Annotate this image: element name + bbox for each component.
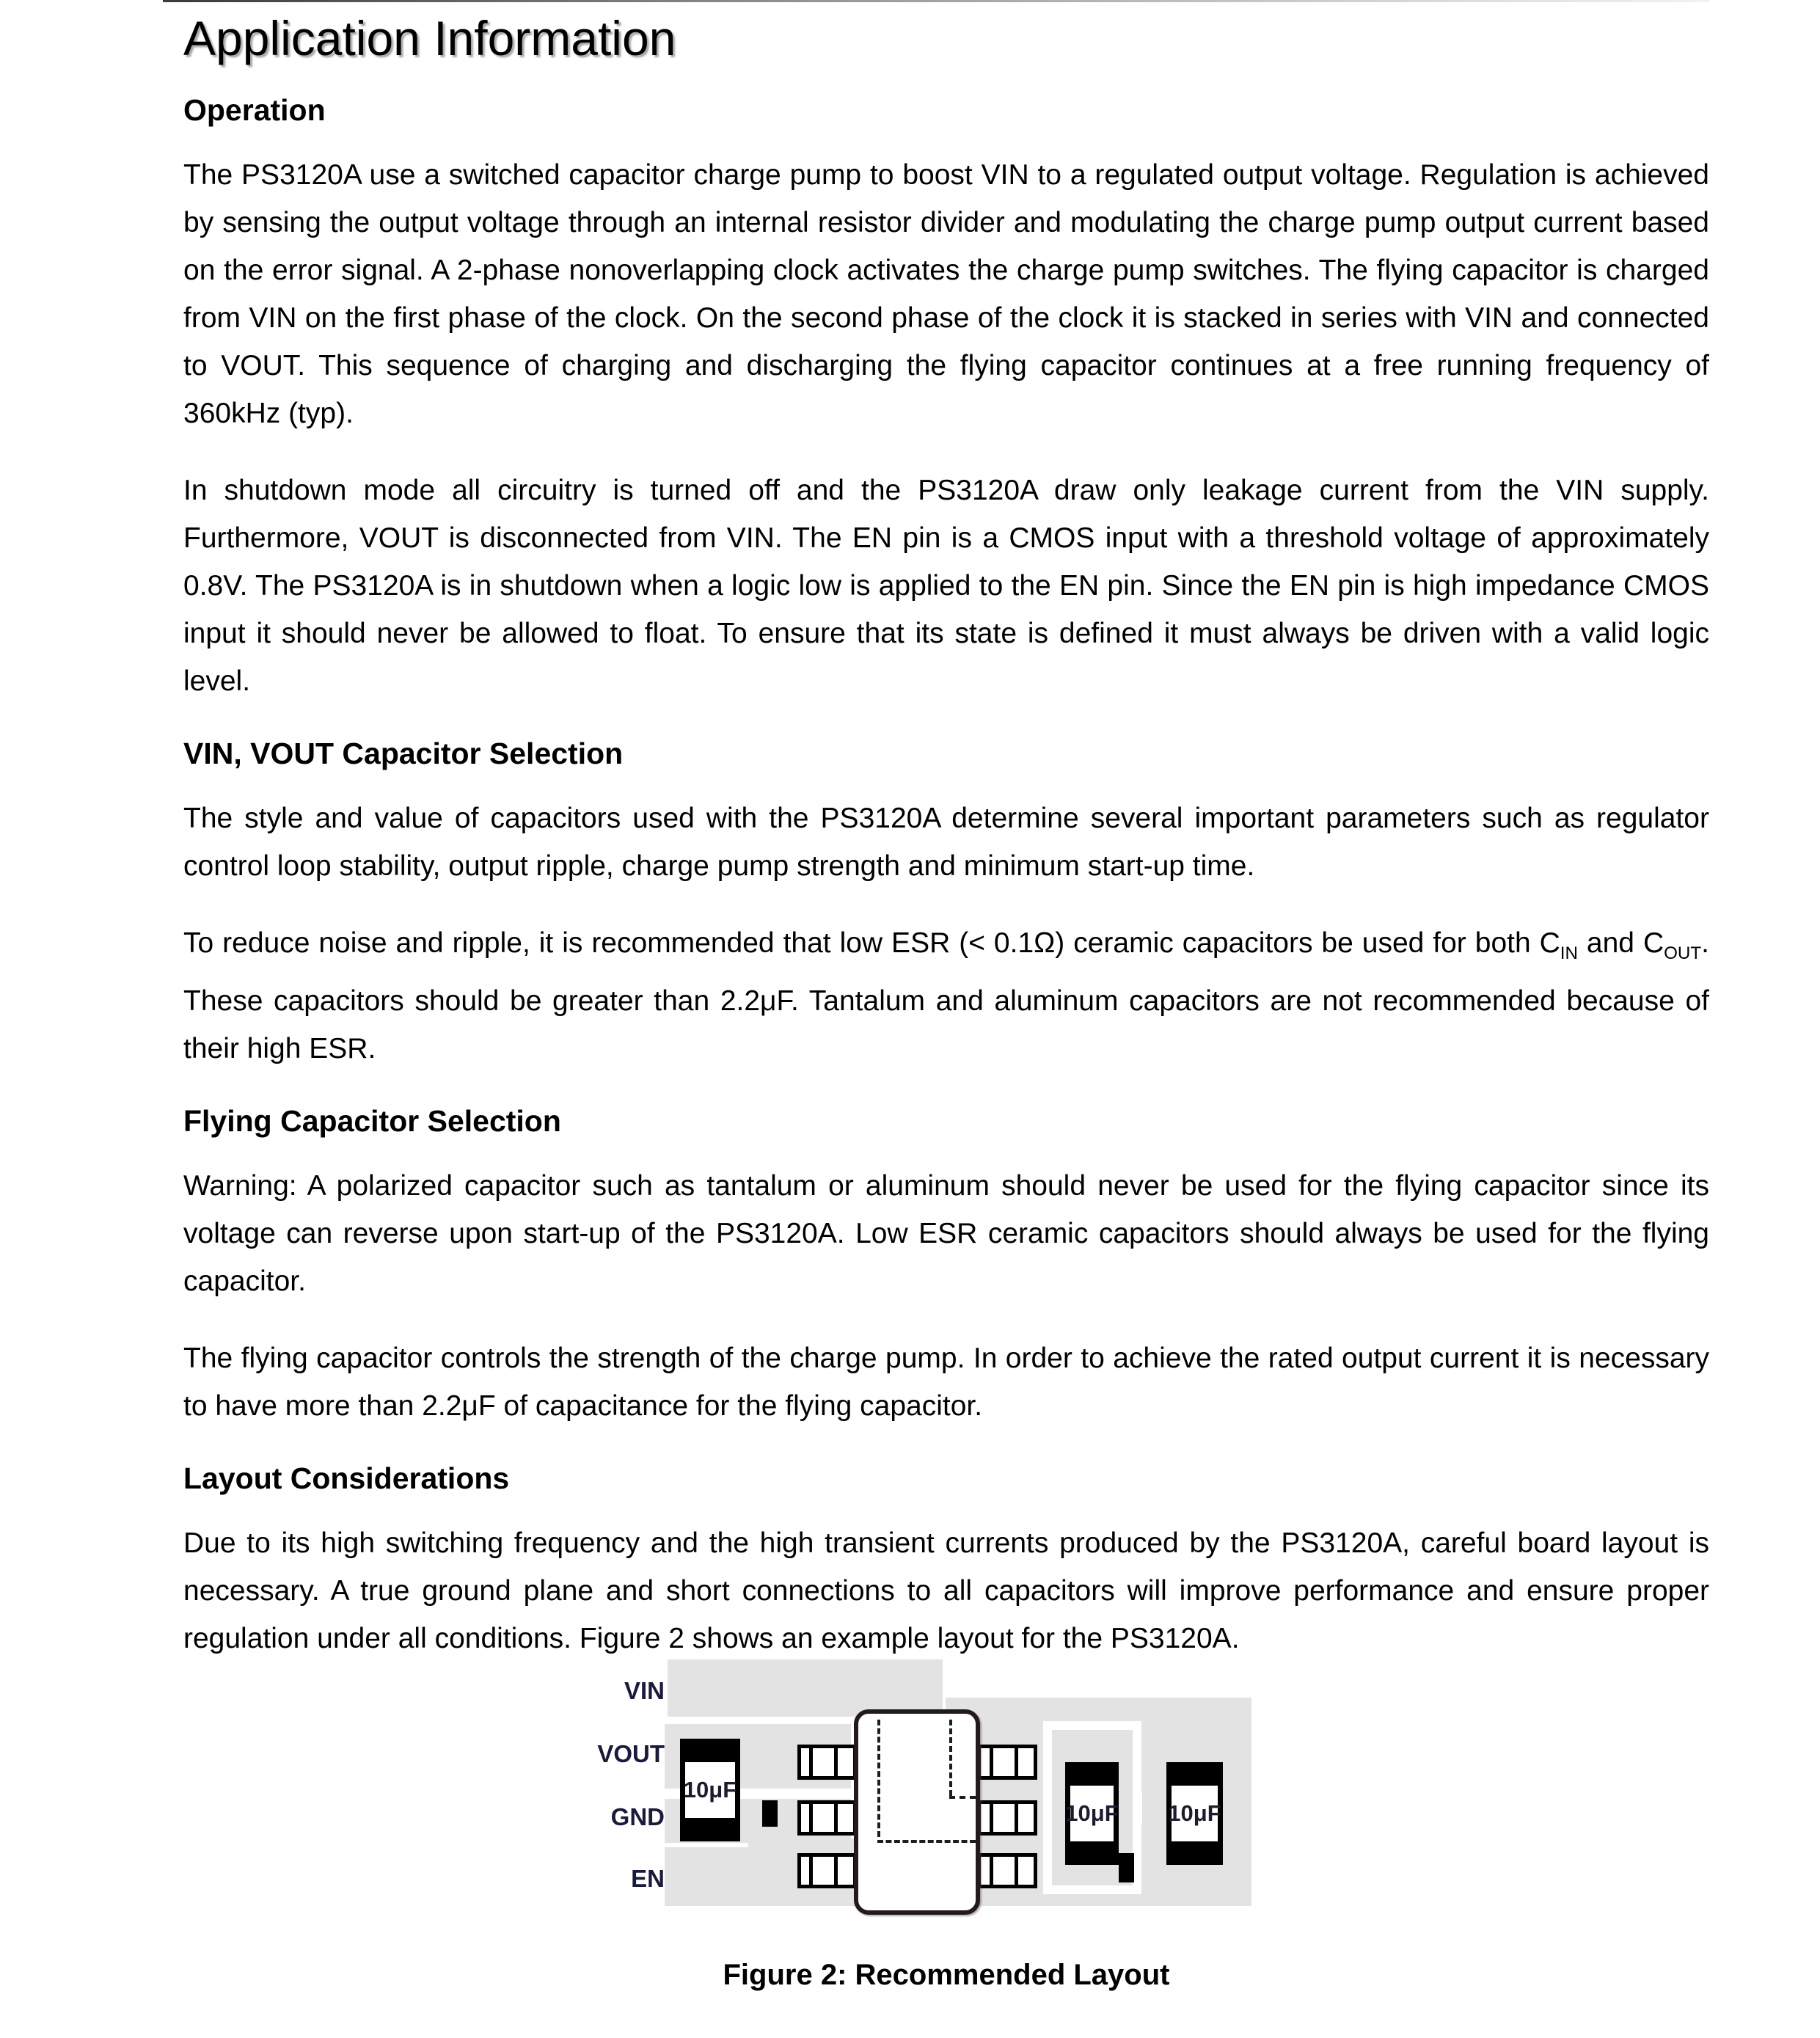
pin-label-vout: VOUT <box>597 1739 665 1767</box>
section-heading-flying-capacitor-selection: Flying Capacitor Selection <box>183 1103 561 1138</box>
capacitor-c1 <box>680 1739 740 1841</box>
paragraph: Warning: A polarized capacitor such as tantalum or aluminum should never be used for the flying capacitor since its voltage can reverse upon start-up of the PS3120A. Low ESR ceramic capacitors should always be used for the flying capacitor. <box>183 1169 1709 1297</box>
pin-pad-right-3 <box>977 1853 1037 1888</box>
copper-pour-vin <box>668 1659 943 1717</box>
capacitor-label: 10μF <box>1168 1800 1221 1826</box>
paragraph: The style and value of capacitors used with the PS3120A determine several important parameters such as regulator control loop stability, output ripple, charge pump strength and minimum start-up time. <box>183 803 1709 882</box>
section-heading-layout-considerations: Layout Considerations <box>183 1461 510 1495</box>
via-left <box>762 1800 778 1827</box>
capacitor-label: 10μF <box>1065 1800 1119 1826</box>
pin-pad-left-2 <box>797 1800 857 1836</box>
pin-pad-right-1 <box>977 1745 1037 1780</box>
capacitor-c3 <box>1166 1762 1223 1865</box>
figure-recommended-layout <box>558 1654 1254 1947</box>
paragraph: The PS3120A use a switched capacitor charge pump to boost VIN to a regulated output voltage. Regulation is achieved by sensing the output voltage through an internal resistor divider and modulating the charge pump output current based on the error signal. A 2-phase nonoverlapping clock activates the charge pump switches. The flying capacitor is charged from VIN on the first phase of the clock. On the second phase of the clock it is stacked in series with VIN and connected to VOUT. This sequence of charging and discharging the flying capacitor continues at a free running frequency of 360kHz (typ). <box>183 159 1709 429</box>
ic-die-outline-left <box>877 1720 880 1837</box>
figure-caption: Figure 2: Recommended Layout <box>723 1958 1170 1991</box>
capacitor-label: 10μF <box>683 1776 737 1803</box>
section-heading-operation: Operation <box>183 93 326 127</box>
ic-die-outline-step <box>949 1796 976 1799</box>
ic-package <box>854 1709 980 1915</box>
pin-pad-left-1 <box>797 1745 857 1780</box>
ic-die-outline-bottom <box>877 1840 976 1843</box>
pin-pad-right-2 <box>977 1800 1037 1836</box>
paragraph: Due to its high switching frequency and the high transient currents produced by the PS3120A, careful board layout is necessary. A true ground plane and short connections to all capacitors will improve performance and ensure proper regulation under all conditions. Figure 2 shows an example layout for the PS3120A. <box>183 1527 1709 1654</box>
pin-label-gnd: GND <box>610 1803 665 1830</box>
paragraph: In shutdown mode all circuitry is turned off and the PS3120A draw only leakage current from the VIN supply. Furthermore, VOUT is disconnected from VIN. The EN pin is a CMOS input with a threshold voltage of approximately 0.8V. The PS3120A is in shutdown when a logic low is applied to the EN pin. Since the EN pin is high impedance CMOS input it should never be allowed to float. To ensure that its state is defined it must always be driven with a valid logic level. <box>183 475 1709 697</box>
capacitor-c2 <box>1065 1762 1119 1865</box>
page-content <box>183 0 1709 1992</box>
via-right <box>1119 1853 1134 1882</box>
pin-label-en: EN <box>631 1864 665 1892</box>
page-title: Application Information <box>183 11 676 65</box>
section-heading-vin-vout-capacitor-selection: VIN, VOUT Capacitor Selection <box>183 737 624 770</box>
paragraph: To reduce noise and ripple, it is recommended that low ESR (< 0.1Ω) ceramic capacitors be used for both $C_{IN}$ and $C_{OUT}$. These capacitors should be greater than 2.2μF. Tantalum and aluminum capacitors are not recommended because of their high ESR. <box>183 927 1709 1064</box>
paragraph: The flying capacitor controls the strength of the charge pump. In order to achieve the rated output current it is necessary to have more than 2.2μF of capacitance for the flying capacitor. <box>183 1342 1709 1422</box>
pin-label-vin: VIN <box>624 1676 665 1704</box>
ic-die-outline-right <box>949 1720 952 1796</box>
pin-pad-left-3 <box>797 1853 857 1888</box>
